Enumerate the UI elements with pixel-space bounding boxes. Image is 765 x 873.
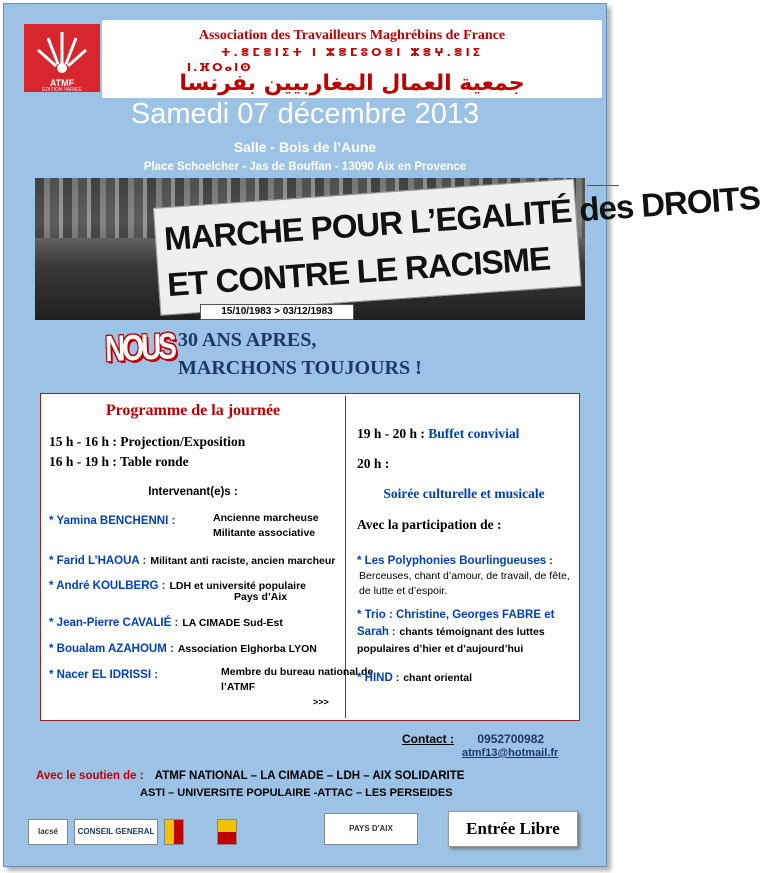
- more-indicator: >>>: [313, 697, 329, 707]
- speaker-desc: LDH et université populaire: [169, 580, 307, 592]
- speaker: [49, 639, 317, 657]
- evening-item: [357, 426, 571, 442]
- speaker-name: * André KOULBERG :: [49, 580, 166, 592]
- artist-sep: :: [546, 555, 553, 567]
- slogan-line-1: 30 ANS APRES,: [178, 329, 317, 351]
- header-box: [102, 20, 602, 98]
- evening-time-2: 20 h :: [357, 456, 390, 471]
- artist-name: * HIND: [357, 672, 393, 684]
- soiree-label: Soirée culturelle et musicale: [383, 486, 545, 501]
- artist-name: * Les Polyphonies Bourlingueuses: [357, 555, 547, 567]
- speaker: [49, 551, 335, 569]
- artist-desc: chants témoignant des luttes populaires d’hier et d’aujourd’hui: [357, 626, 545, 655]
- slogan-line-2: MARCHONS TOUJOURS !: [178, 357, 422, 379]
- support-line-1: [36, 770, 464, 782]
- speaker-name: * Nacer EL IDRISSI :: [49, 669, 159, 681]
- contact-label: Contact :: [402, 732, 454, 746]
- banner-line-2: ET CONTRE LE RACISME: [166, 239, 552, 304]
- atmf-logo: [24, 24, 100, 92]
- support-list-1: ATMF NATIONAL – LA CIMADE – LDH – AIX SOLIDARITE: [154, 770, 465, 782]
- org-name-tifinagh: ⵜ.ⴻⵎⴻⵏⵉⵜ ⵏ ⵣⴻⵎⵓⵔⴻⵏ ⵣⴻⵖ.ⴻⵏⵉ: [220, 46, 484, 59]
- divider-line: [587, 185, 619, 186]
- speaker: [49, 665, 158, 683]
- partner-logo-text: lacsé: [37, 827, 59, 836]
- program-item: [49, 454, 189, 470]
- logo-small-text: EDITION VARIEE: [42, 87, 82, 93]
- artist: [357, 551, 571, 599]
- speaker-desc: LA CIMADE Sud-Est: [182, 617, 283, 629]
- speaker-desc-2: Pays d’Aix: [234, 591, 288, 603]
- program-label: Table ronde: [120, 454, 189, 469]
- evening-time: 19 h - 20 h :: [357, 426, 425, 441]
- org-name-tifinagh-2: ⵏ.ⴼⵔⴰⵏⵙ: [187, 61, 253, 74]
- support-list-2: ASTI – UNIVERSITE POPULAIRE -ATTAC – LES PERSEIDES: [140, 787, 453, 799]
- entry-free-badge: Entrée Libre: [448, 811, 578, 847]
- partner-logo-text: PAYS D'AIX: [349, 824, 393, 833]
- partner-logo-city-icon: [217, 819, 237, 845]
- speaker-desc: Ancienne marcheuse: [213, 512, 319, 524]
- artist-name: * Trio : Christine, Georges FABRE et Sarah: [357, 609, 555, 638]
- speaker-desc: Association Elghorba LYON: [177, 643, 317, 655]
- intervenants-title: Intervenant(e)s :: [148, 486, 238, 498]
- program-box: [40, 393, 580, 721]
- program-time: 16 h - 19 h :: [49, 454, 117, 469]
- support-label: Avec le soutien de :: [36, 770, 144, 782]
- speaker-desc-2: Militante associative: [213, 527, 316, 539]
- speaker-desc: Membre du bureau national de: [221, 666, 374, 678]
- artist-sep: :: [388, 626, 396, 638]
- artist-sep: :: [392, 672, 400, 684]
- speaker-name: * Farid L’HAOUA :: [49, 555, 147, 567]
- evening-label: Buffet convivial: [428, 426, 520, 441]
- contact-phone: 0952700982: [477, 732, 545, 746]
- partner-logo-lacse: [28, 819, 68, 845]
- march-photo: [35, 178, 761, 320]
- partner-logo-pays-aix: [324, 813, 418, 845]
- org-name-arabic: جمعية العمال المغاربيين بفرنسا: [179, 71, 525, 96]
- speaker-name: * Boualam AZAHOUM :: [49, 643, 174, 655]
- speaker: [49, 511, 175, 529]
- flyer-page: [3, 3, 761, 867]
- partner-logo-conseil-general: [74, 819, 158, 845]
- partner-logo-text: CONSEIL GENERAL: [77, 827, 155, 836]
- march-dates: 15/10/1983 > 03/12/1983: [200, 304, 354, 320]
- program-time: 15 h - 16 h :: [49, 434, 117, 449]
- speaker-name: * Yamina BENCHENNI :: [49, 515, 176, 527]
- event-date: Samedi 07 décembre 2013: [130, 98, 480, 130]
- nous-word: NOUS: [104, 325, 175, 370]
- artist: [357, 668, 571, 686]
- event-address: Place Schoelcher - Jas de Bouffan - 13090 Aix en Provence: [143, 161, 467, 173]
- logo-caption: ATMF: [49, 78, 75, 88]
- speaker-desc: Militant anti raciste, ancien marcheur: [150, 555, 336, 567]
- partner-logo-region-icon: [164, 819, 184, 845]
- speaker: [49, 613, 283, 631]
- program-label: Projection/Exposition: [120, 434, 246, 449]
- contact-email[interactable]: atmf13@hotmail.fr: [462, 747, 559, 759]
- slogan: [178, 326, 422, 382]
- program-title: Programme de la journée: [105, 402, 281, 419]
- evening-label-2: [357, 486, 571, 502]
- program-item: [49, 434, 245, 450]
- contact-block: [402, 732, 544, 746]
- speaker-desc-2: l’ATMF: [221, 681, 256, 693]
- banner-line-1: MARCHE POUR L’EGALITÉ des DROITS: [162, 178, 761, 258]
- artist-desc: Berceuses, chant d’amour, de travail, de fête, de lutte et d’espoir.: [359, 570, 570, 597]
- participation-title: Avec la participation de :: [357, 517, 502, 532]
- speaker-name: * Jean-Pierre CAVALIÉ :: [49, 617, 179, 629]
- org-name-fr: Association des Travailleurs Maghrébins de France: [198, 28, 506, 43]
- artist: [357, 606, 571, 657]
- event-venue: Salle - Bois de l’Aune: [233, 139, 377, 155]
- artist-desc: chant oriental: [403, 672, 473, 684]
